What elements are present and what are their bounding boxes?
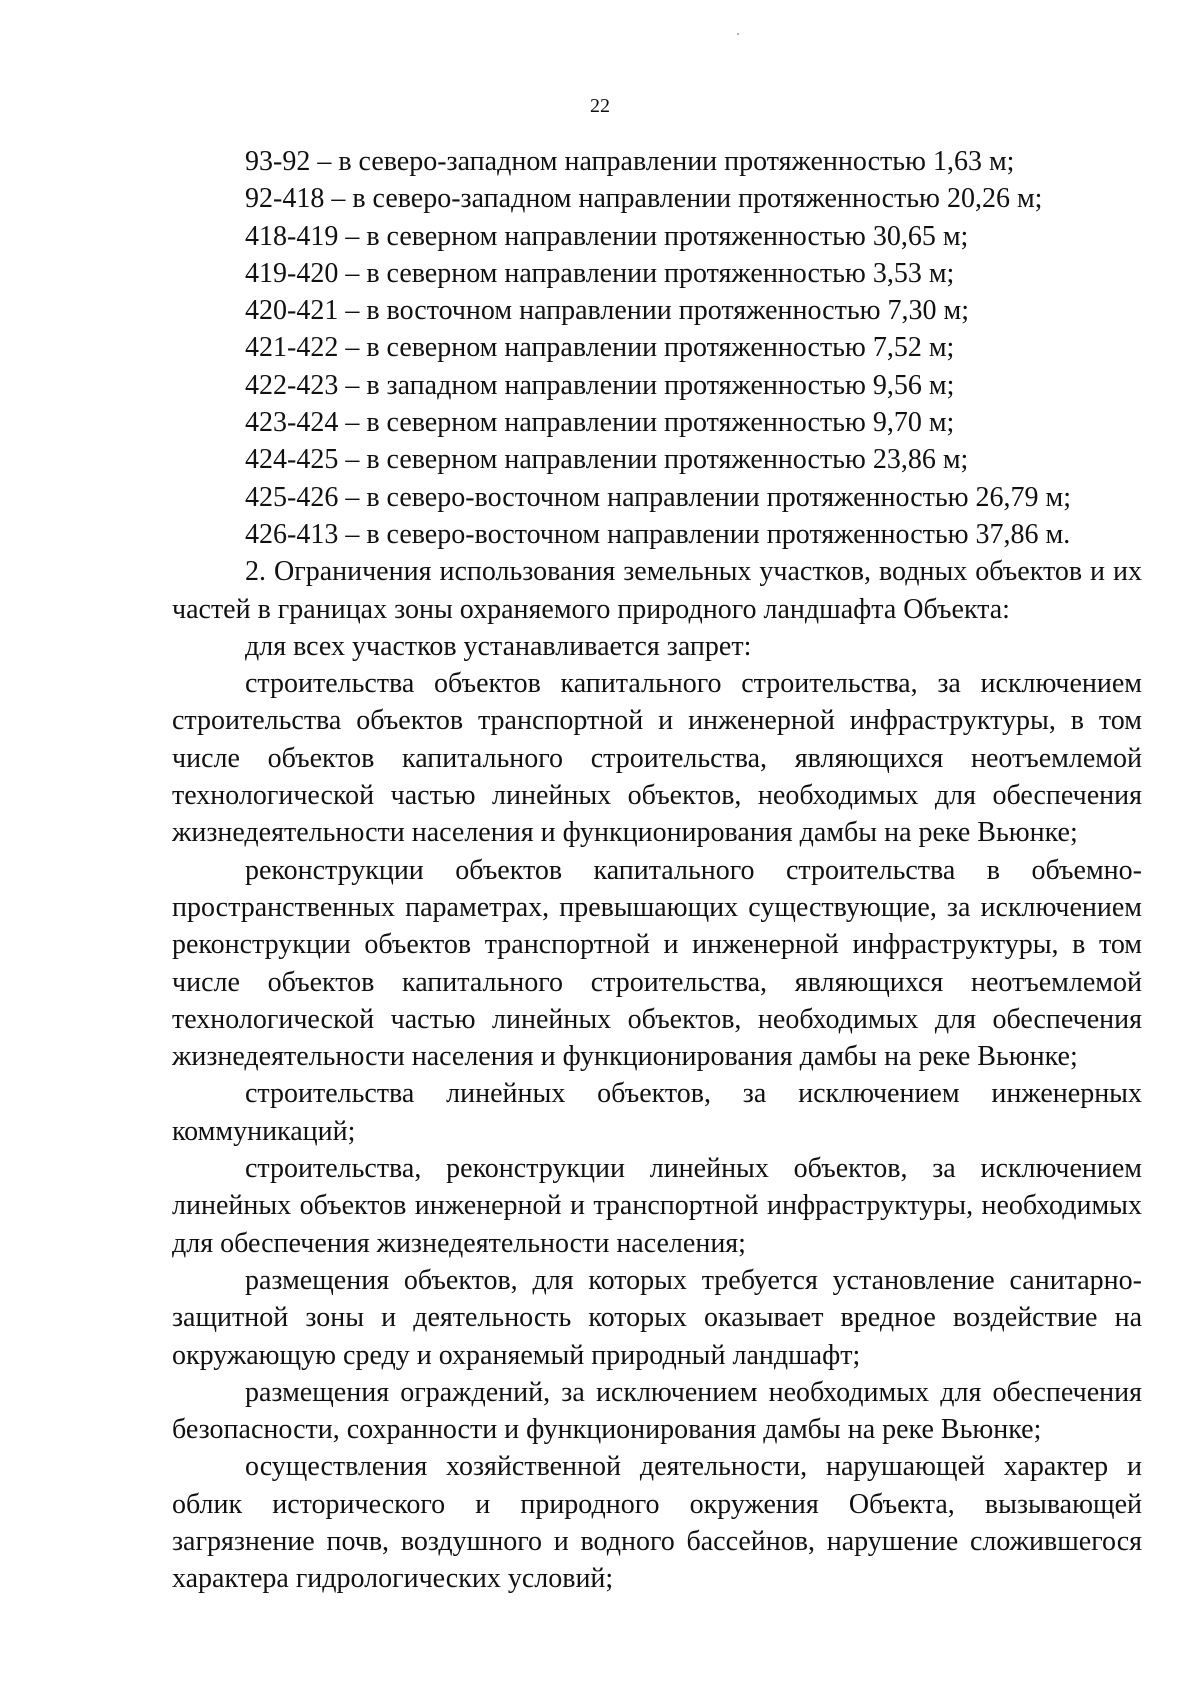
boundary-segment-line: 418-419 – в северном направлении протяженностью 30,65 м; [245,220,969,252]
body-paragraph: строительства, реконструкции линейных объектов, за исключением линейных объектов инженерной и транспортной инфраструктуры, необходимых для обеспечения жизнедеятельности населения; [172,1153,1142,1259]
body-paragraph: строительства объектов капитального строительства, за исключением строительства объектов транспортной и инженерной инфраструктуры, в том числе объектов капитального строительства, являющихся неотъемлемой технологической частью линейных объектов, необходимых для обеспечения жизнедеятельности населения и функционирования дамбы на реке Вьюнке; [172,668,1142,849]
boundary-segment-line: 425-426 – в северо-восточном направлении протяженностью 26,79 м; [245,481,1072,513]
body-paragraph: строительства линейных объектов, за исключением инженерных коммуникаций; [172,1078,1142,1147]
section-heading-paragraph: 2. Ограничения использования земельных участков, водных объектов и их частей в границах зоны охраняемого природного ландшафта Объекта: [172,556,1142,625]
body-paragraph: для всех участков устанавливается запрет: [245,630,752,662]
page-number: 22 [590,95,610,117]
boundary-segment-line: 420-421 – в восточном направлении протяженностью 7,30 м; [245,295,970,327]
body-paragraph: реконструкции объектов капитального строительства в объемно-пространственных параметрах, превышающих существующие, за исключением реконструкции объектов транспортной и инженерной инфраструктуры, в том числе объектов капитального строительства, являющихся неотъемлемой технологической частью линейных объектов, необходимых для обеспечения жизнедеятельности населения и функционирования дамбы на реке Вьюнке; [172,854,1142,1073]
boundary-segment-line: 419-420 – в северном направлении протяженностью 3,53 м; [245,257,955,289]
boundary-segment-line: 421-422 – в северном направлении протяженностью 7,52 м; [245,332,955,364]
boundary-segment-line: 93-92 – в северо-западном направлении протяженностью 1,63 м; [245,146,1015,177]
boundary-segment-line: 423-424 – в северном направлении протяженностью 9,70 м; [245,407,955,439]
boundary-segment-line: 426-413 – в северо-восточном направлении протяженностью 37,86 м. [245,518,1071,550]
boundary-segment-line: 92-418 – в северо-западном направлении протяженностью 20,26 м; [245,183,1043,215]
scan-speck [737,33,739,35]
boundary-segment-line: 422-423 – в западном направлении протяженностью 9,56 м; [245,369,955,401]
body-paragraph: осуществления хозяйственной деятельности, нарушающей характер и облик исторического и природного окружения Объекта, вызывающей загрязнение почв, воздушного и водного бассейнов, нарушение сложившегося характера гидрологических условий; [172,1451,1142,1595]
body-paragraph: размещения ограждений, за исключением необходимых для обеспечения безопасности, сохранности и функционирования дамбы на реке Вьюнке; [172,1376,1142,1446]
body-paragraph: размещения объектов, для которых требуется установление санитарно-защитной зоны и деятельность которых оказывает вредное воздействие на окружающую среду и охраняемый природный ландшафт; [172,1264,1142,1371]
boundary-segment-line: 424-425 – в северном направлении протяженностью 23,86 м; [245,444,969,476]
document-body [172,143,1142,1598]
